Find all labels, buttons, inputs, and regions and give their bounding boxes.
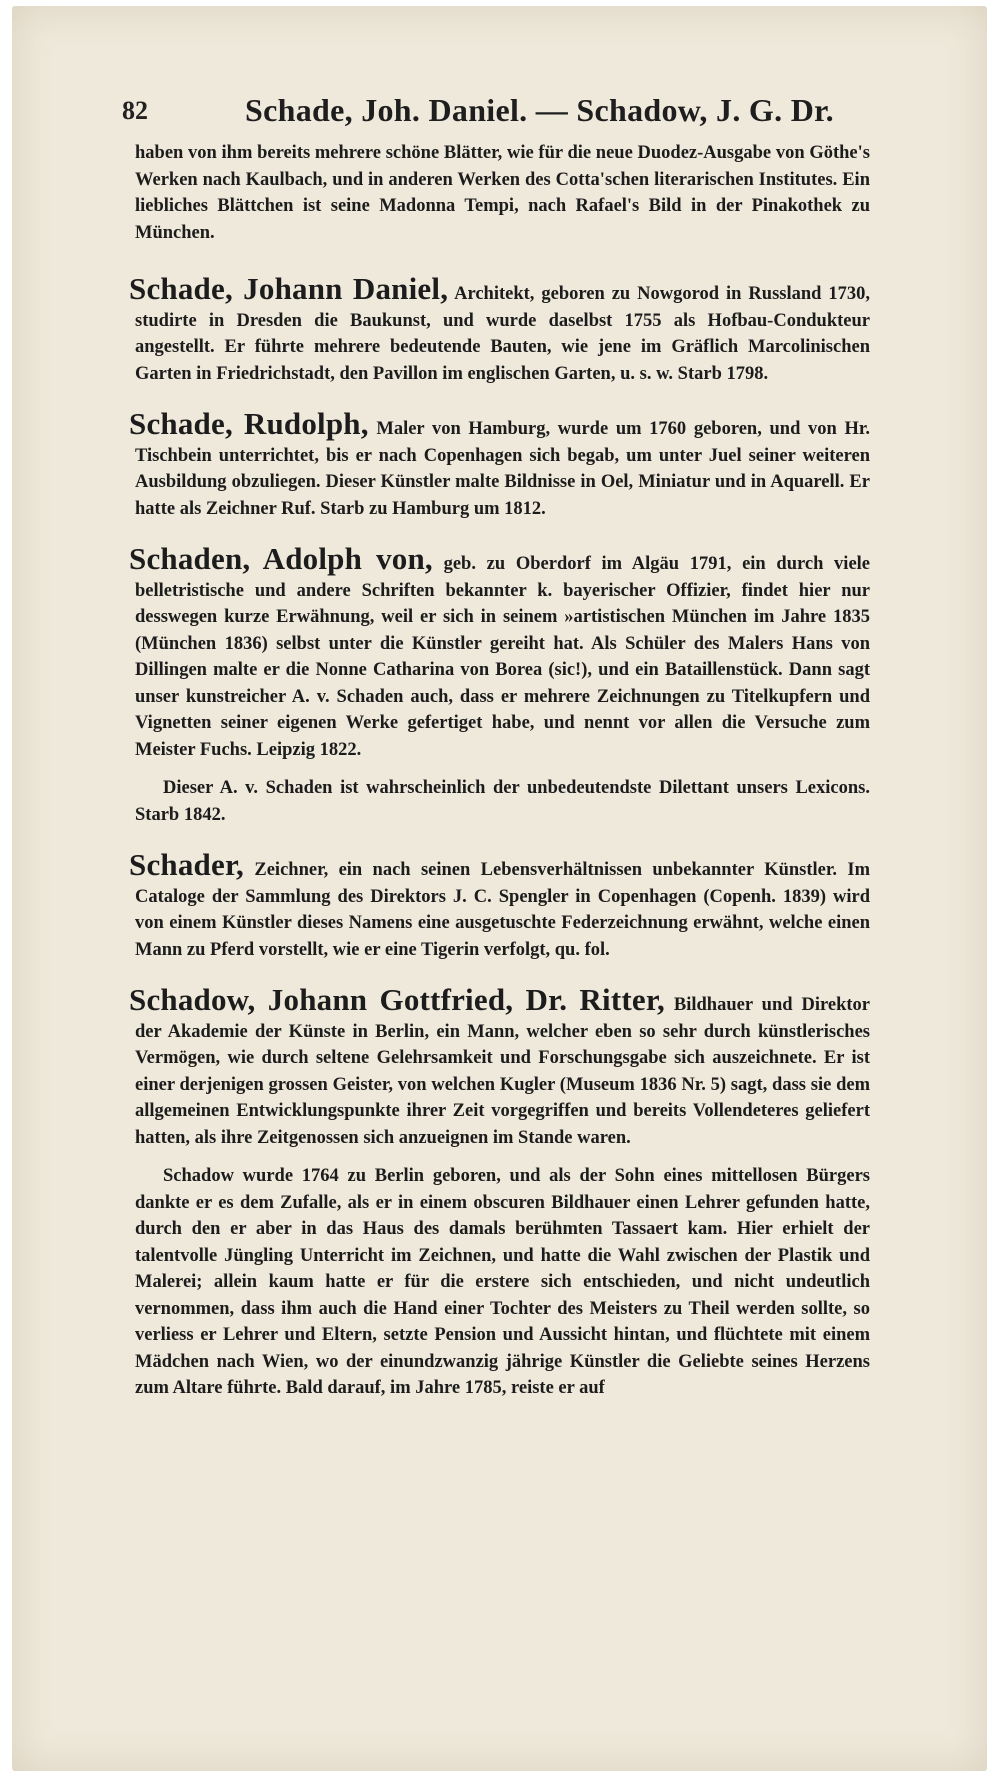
page-body <box>129 140 871 1424</box>
entry-note: Dieser A. v. Schaden ist wahrscheinlich der unbedeutendste Dilettant unsers Lexicons. Starb 1842. <box>135 778 870 825</box>
entry-text: Zeichner, ein nach seinen Lebensverhältnissen unbekannter Künstler. Im Cataloge der Sammlung des Direktors J. C. Spengler in Copenhagen (Copenh. 1839) wird von einem Künstler dieses Namens eine ausgetuschte Federzeichnung erwähnt, welche einen Mann zu Pferd vorstellt, wie er eine Tigerin verfolgt, qu. fol. <box>135 860 870 960</box>
page-number: 82 <box>122 96 148 125</box>
entry-name: Schader, <box>129 847 245 882</box>
entry-name: Schade, Johann Daniel, <box>129 271 449 306</box>
entry-name: Schadow, Johann Gottfried, Dr. Ritter, <box>129 982 665 1017</box>
page-header <box>12 92 987 136</box>
entry-schadow-johann-gottfried <box>129 982 870 1402</box>
entry-schader <box>129 847 870 963</box>
entry-schade-johann-daniel <box>129 271 871 387</box>
entry-schaden-adolph <box>129 541 871 828</box>
running-head: Schade, Joh. Daniel. — Schadow, J. G. Dr. <box>245 92 834 128</box>
entry-text: Architekt, geboren zu Nowgorod in Russland 1730, studirte in Dresden die Baukunst, und wurde daselbst 1755 als Hofbau-Condukteur angestellt. Er führte mehrere bedeutende Bauten, wie jene im Gräflich Marcolinischen Garten in Friedrichstadt, den Pavillon im englischen Garten, u. s. w. Starb 1798. <box>135 284 871 384</box>
continuation-paragraph: haben von ihm bereits mehrere schöne Blätter, wie für die neue Duodez-Ausgabe von Göthe's Werken nach Kaulbach, und in anderen Werken des Cotta'schen literarischen Institutes. Ein liebliches Blättchen ist seine Madonna Tempi, nach Rafael's Bild in der Pinakothek zu München. <box>135 143 870 243</box>
entry-note: Schadow wurde 1764 zu Berlin geboren, und als der Sohn eines mittellosen Bürgers dankte er es dem Zufalle, als er in einem obscuren Bildhauer einen Lehrer gefunden hatte, durch den er aber in das Haus des damals berühmten Tassaert kam. Hier erhielt der talentvolle Jüngling Unterricht im Zeichnen, und hatte die Wahl zwischen der Plastik und Malerei; allein kaum hatte er für die erstere sich entschieden, und nicht undeutlich vernommen, dass ihm auch die Hand einer Tochter des Meisters zu Theil werden sollte, so verliess er Lehrer und Eltern, setzte Pension und Aussicht hintan, und flüchtete mit einem Mädchen nach Wien, wo der einundzwanzig jährige Künstler die Geliebte seines Herzens zum Altare führte. Bald darauf, im Jahre 1785, reiste er auf <box>135 1166 870 1398</box>
entry-text: Bildhauer und Direktor der Akademie der Künste in Berlin, ein Mann, welcher eben so sehr durch künstlerisches Vermögen, wie durch seltene Gelehrsamkeit und Forschungsgabe sich auszeichnete. Er ist einer derjenigen grossen Geister, von welchen Kugler (Museum 1836 Nr. 5) sagt, dass sie dem allgemeinen Entwicklungspunkte ihrer Zeit vorgegriffen und bereits Vollendeteres geliefert hatten, als ihre Zeitgenossen sich anzueignen im Stande waren. <box>135 995 870 1148</box>
entry-name: Schade, Rudolph, <box>129 406 369 441</box>
entry-text: geb. zu Oberdorf im Algäu 1791, ein durch viele belletristische und andere Schriften bekannter k. bayerischer Offizier, findet hier nur desswegen kurze Erwähnung, weil er sich in seinem »artistischen München im Jahre 1835 (München 1836) selbst unter die Künstler gereiht hat. Als Schüler des Malers Hans von Dillingen malte er die Nonne Catharina von Borea (sic!), und ein Bataillenstück. Dann sagt unser kunstreicher A. v. Schaden auch, dass er mehrere Zeichnungen zu Titelkupfern und Vignetten seiner eigenen Werke gefertiget habe, und nennt vor allen die Versuche zum Meister Fuchs. Leipzig 1822. <box>135 554 871 760</box>
entry-text: Maler von Hamburg, wurde um 1760 geboren, und von Hr. Tischbein unterrichtet, bis er nach Copenhagen sich begab, um unter Juel seiner weiteren Ausbildung obzuliegen. Dieser Künstler malte Bildnisse in Oel, Miniatur und in Aquarell. Er hatte als Zeichner Ruf. Starb zu Hamburg um 1812. <box>135 419 871 519</box>
entry-name: Schaden, Adolph von, <box>129 541 433 576</box>
entry-schade-rudolph <box>129 406 871 522</box>
